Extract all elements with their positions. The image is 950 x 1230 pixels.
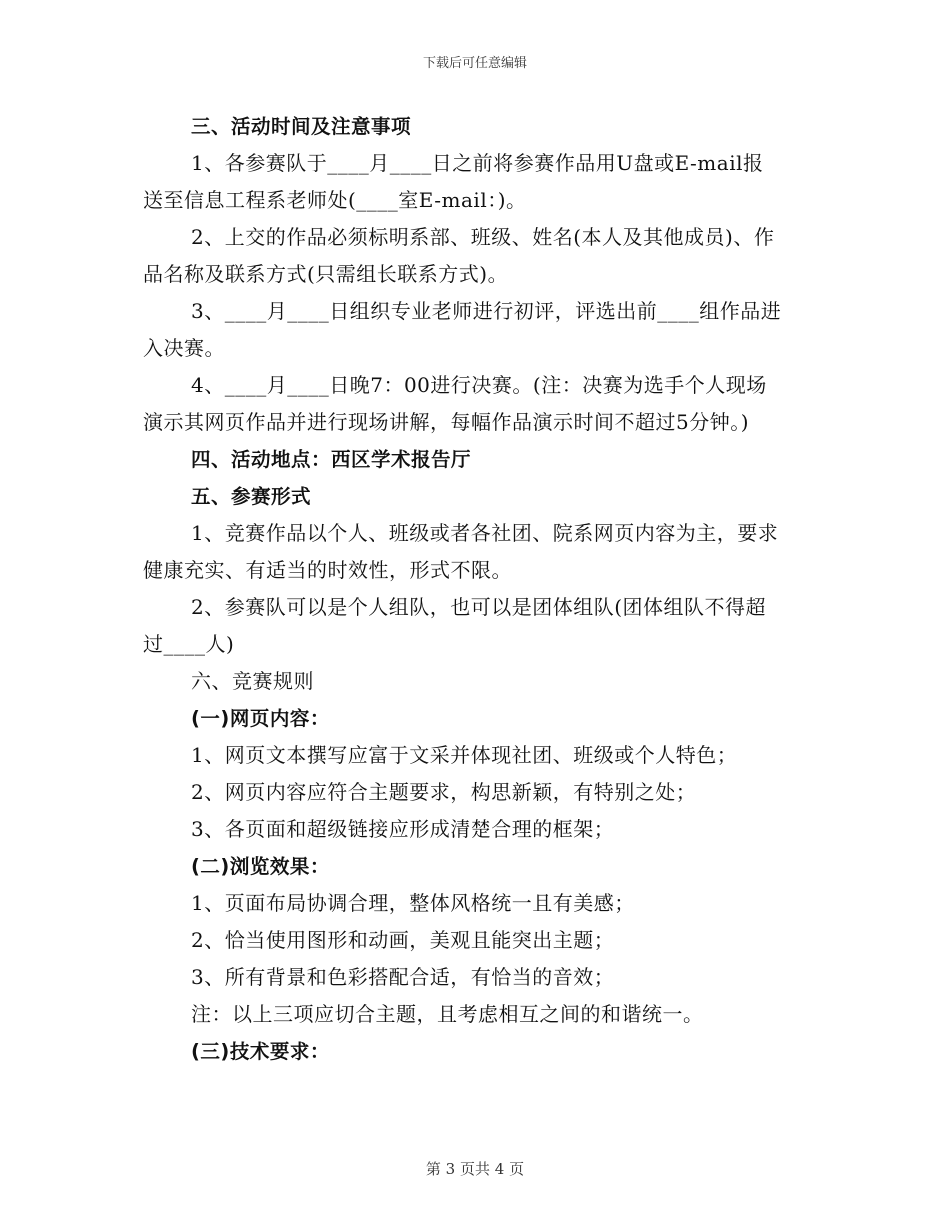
paragraph-line: 3、所有背景和色彩搭配合适，有恰当的音效；: [191, 965, 615, 989]
paragraph-line: 1、各参赛队于____月____日之前将参赛作品用U盘或E-mail报: [191, 151, 764, 175]
paragraph-line: 品名称及联系方式(只需组长联系方式)。: [143, 262, 509, 286]
paragraph-line: 2、恰当使用图形和动画，美观且能突出主题；: [191, 928, 615, 952]
paragraph-line: 1、竞赛作品以个人、班级或者各社团、院系网页内容为主，要求: [191, 521, 779, 545]
paragraph-line: 注：以上三项应切合主题，且考虑相互之间的和谐统一。: [191, 1002, 704, 1026]
section-heading: (三)技术要求：: [191, 1040, 330, 1063]
paragraph-line: 2、参赛队可以是个人组队，也可以是团体组队(团体组队不得超: [191, 595, 767, 619]
section-heading: 四、活动地点：西区学术报告厅: [191, 448, 472, 471]
paragraph-line: 4、____月____日晚7：00进行决赛。(注：决赛为选手个人现场: [191, 373, 767, 397]
paragraph-line: 3、____月____日组织专业老师进行初评，评选出前____组作品进: [191, 299, 782, 323]
section-heading: (二)浏览效果：: [191, 855, 330, 878]
page-number: 第 3 页共 4 页: [425, 1160, 525, 1178]
paragraph-line: 健康充实、有适当的时效性，形式不限。: [143, 558, 512, 582]
paragraph-line: 1、网页文本撰写应富于文采并体现社团、班级或个人特色；: [191, 743, 738, 767]
document-body: [143, 108, 813, 1070]
paragraph-line: 1、页面布局协调合理，整体风格统一且有美感；: [191, 891, 635, 915]
paragraph-line: 演示其网页作品并进行现场讲解，每幅作品演示时间不超过5分钟。): [143, 410, 750, 434]
paragraph-line: 入决赛。: [143, 336, 225, 360]
paragraph-line: 六、竞赛规则: [191, 669, 314, 693]
section-heading: 三、活动时间及注意事项: [191, 115, 412, 138]
paragraph-line: 3、各页面和超级链接应形成清楚合理的框架；: [191, 817, 615, 841]
paragraph-line: 过____人): [143, 632, 235, 656]
header-note: 下载后可任意编辑: [422, 56, 527, 71]
paragraph-line: 送至信息工程系老师处(____室E-mail：)。: [143, 188, 527, 212]
paragraph-line: 2、网页内容应符合主题要求，构思新颖，有特别之处；: [191, 780, 697, 804]
paragraph-line: 2、上交的作品必须标明系部、班级、姓名(本人及其他成员)、作: [191, 225, 775, 249]
section-heading: (一)网页内容：: [191, 707, 330, 730]
section-heading: 五、参赛形式: [191, 485, 312, 508]
